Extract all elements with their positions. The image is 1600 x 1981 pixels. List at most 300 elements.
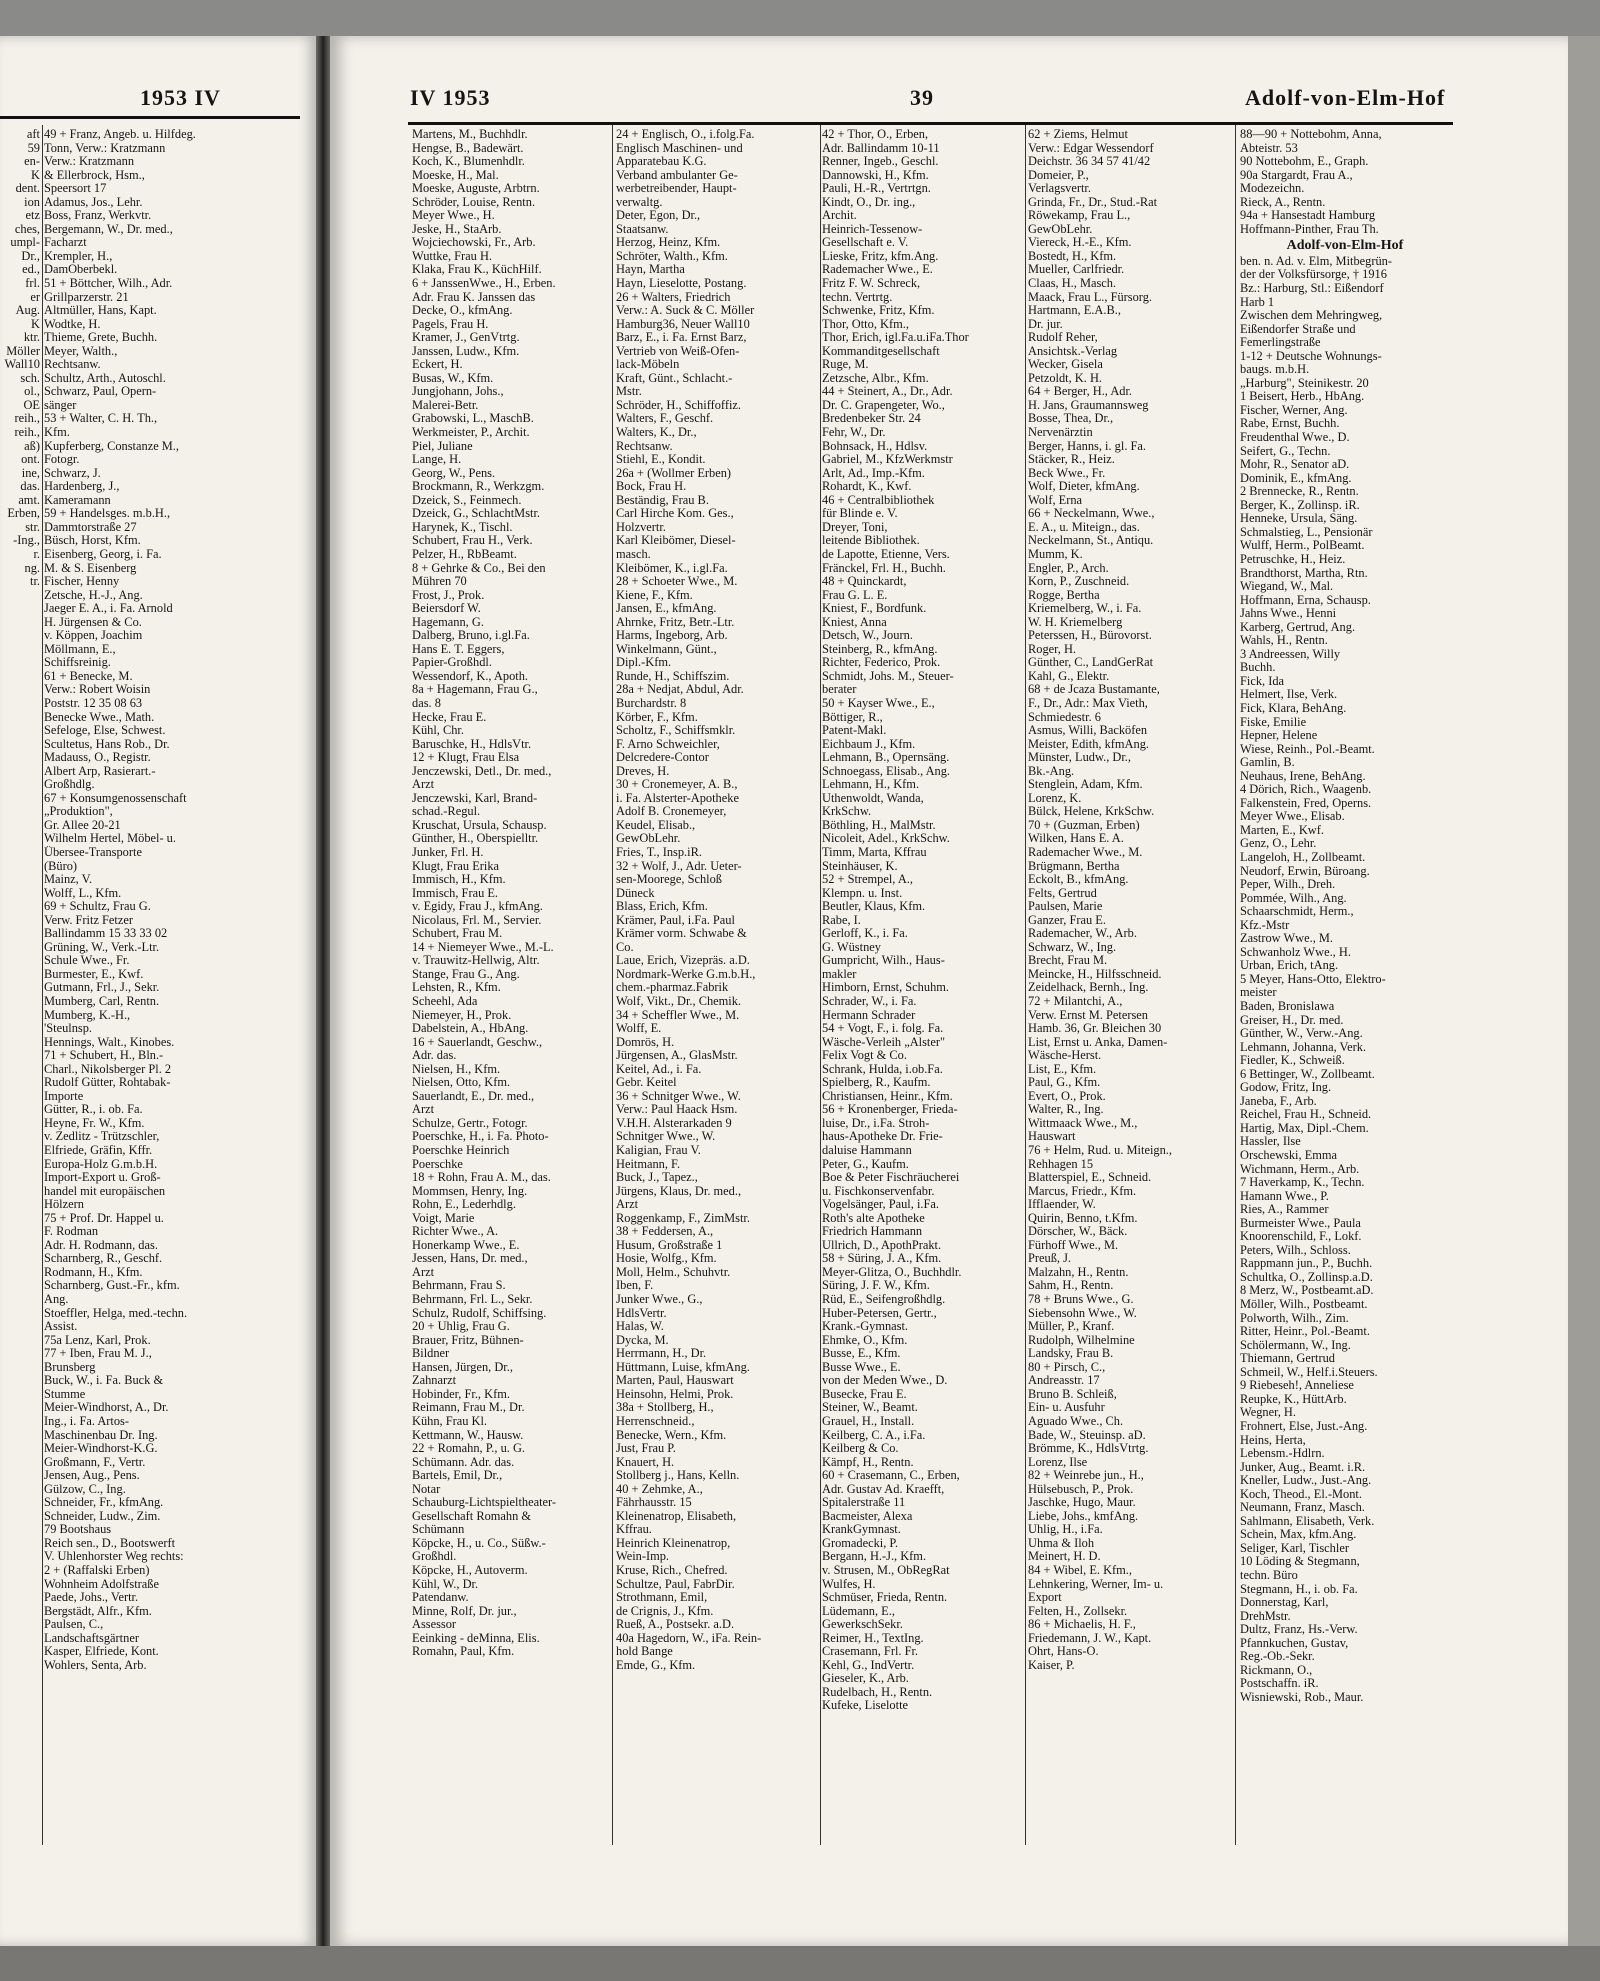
directory-entry-line: 88—90 + Nottebohm, Anna, <box>1240 128 1382 141</box>
directory-entry-line: Schulz, Rudolf, Schiffsing. <box>412 1306 547 1320</box>
directory-entry-line: Bergemann, W., Dr. med., <box>44 222 173 236</box>
directory-entry-line: Günther, C., LandGerRat <box>1028 656 1154 670</box>
directory-entry-line: Kfm. <box>44 426 70 440</box>
directory-entry-line: Thor, Erich, igl.Fa.u.iFa.Thor <box>822 331 969 345</box>
directory-entry-line: Georg, W., Pens. <box>412 466 496 480</box>
directory-entry-line: Mumm, K. <box>1028 547 1083 561</box>
directory-entry-line: Friedemann, J. W., Kapt. <box>1028 1631 1152 1645</box>
directory-entry-line: sänger <box>44 398 77 412</box>
directory-entry-line: 90 Nottebohm, E., Graph. <box>1240 155 1369 169</box>
margin-fragment: Dr., <box>21 249 40 263</box>
directory-entry-line: Reichel, Frau H., Schneid. <box>1240 1108 1372 1122</box>
margin-fragment: ol., <box>24 385 40 399</box>
directory-entry-line: Wahls, H., Rentn. <box>1240 634 1328 648</box>
directory-entry-line: Dultz, Franz, Hs.-Verw. <box>1240 1623 1358 1637</box>
directory-entry-line: 9 Riebeseh!, Anneliese <box>1240 1379 1354 1393</box>
directory-entry-line: Buck, W., i. Fa. Buck & <box>44 1374 164 1388</box>
directory-entry-line: Wulff, Herm., PolBeamt. <box>1240 539 1365 553</box>
directory-entry-line: Gutmann, Frl., J., Sekr. <box>44 981 160 995</box>
directory-entry-line: Kraft, Günt., Schlacht.- <box>616 371 733 385</box>
directory-entry-line: Rappmann jun., P., Buchh. <box>1240 1257 1373 1271</box>
margin-fragment: aft <box>26 128 40 141</box>
directory-entry-line: ben. n. Ad. v. Elm, Mitbegrün- <box>1240 254 1392 268</box>
directory-entry-line: Dr. jur. <box>1028 317 1063 331</box>
directory-entry-line: Fotogr. <box>44 453 80 467</box>
directory-entry-line: Marten, E., Kwf. <box>1240 823 1324 837</box>
directory-entry-line: Meyer Wwe., Elisab. <box>1240 810 1345 824</box>
directory-entry-line: Hermann Schrader <box>822 1008 916 1022</box>
directory-entry-line: Kaiser, P. <box>1028 1658 1075 1672</box>
directory-entry-line: Ansichtsk.-Verlag <box>1028 344 1118 358</box>
directory-entry-line: Gr. Allee 20-21 <box>44 818 121 832</box>
directory-entry-line: Importe <box>44 1089 84 1103</box>
directory-entry-line: Jürgens, Klaus, Dr. med., <box>616 1184 742 1198</box>
directory-entry-line: Mainz, V. <box>44 873 93 887</box>
directory-entry-line: Stenglein, Adam, Kfm. <box>1028 778 1143 792</box>
directory-entry-line: 86 + Michaelis, H. F., <box>1028 1618 1136 1632</box>
directory-entry-line: Nielsen, Otto, Kfm. <box>412 1076 511 1090</box>
directory-entry-line: Adr. H. Rodmann, das. <box>44 1238 158 1252</box>
directory-entry-line: Holzvertr. <box>616 520 666 534</box>
directory-entry-line: 46 + Centralbibliothek <box>822 493 935 507</box>
directory-entry-line: Neuhaus, Irene, BehAng. <box>1240 769 1366 783</box>
margin-fragment: OE <box>23 398 40 412</box>
directory-entry-line: Lebensm.-Hdlrn. <box>1240 1447 1325 1461</box>
directory-entry-line: Richter Wwe., A. <box>412 1225 499 1239</box>
column-divider <box>612 125 613 1845</box>
directory-entry-line: Herrenschneid., <box>616 1414 695 1428</box>
directory-entry-line: Sahlmann, Elisabeth, Verk. <box>1240 1514 1375 1528</box>
directory-entry-line: Mommsen, Henry, Ing. <box>412 1184 528 1198</box>
directory-entry-line: Paulsen, C., <box>44 1618 104 1632</box>
directory-entry-line: v. Egidy, Frau J., kfmAng. <box>412 900 543 914</box>
directory-entry-line: V.H.H. Alsterarkaden 9 <box>616 1116 732 1130</box>
directory-entry-line: Eckolt, B., kfmAng. <box>1028 873 1129 887</box>
directory-entry-line: Assist. <box>44 1320 78 1334</box>
directory-entry-line: Rudelbach, H., Rentn. <box>822 1685 933 1699</box>
directory-entry-line: Polworth, Wilh., Zim. <box>1240 1311 1349 1325</box>
directory-entry-line: Brauer, Fritz, Bühnen- <box>412 1333 524 1347</box>
directory-entry-line: 36 + Schnitger Wwe., W. <box>616 1089 741 1103</box>
directory-entry-line: Voigt, Marie <box>412 1211 475 1225</box>
directory-entry-line: Hüttmann, Luise, kfmAng. <box>616 1360 750 1374</box>
directory-entry-line: Schwarz, Paul, Opern- <box>44 385 157 399</box>
directory-entry-line: Meyer Wwe., H. <box>412 209 495 223</box>
directory-entry-line: Baden, Bronislawa <box>1240 1000 1335 1013</box>
directory-entry-line: Domeier, P., <box>1028 168 1089 182</box>
directory-entry-line: 68 + de Jcaza Bustamante, <box>1028 683 1160 697</box>
directory-entry-line: Schmiedestr. 6 <box>1028 710 1101 724</box>
directory-entry-line: Steinhäuser, K. <box>822 859 898 873</box>
directory-column-1 <box>412 128 612 1848</box>
directory-entry-line: Stegmann, H., i. ob. Fa. <box>1240 1582 1358 1596</box>
directory-entry-line: Gütter, R., i. ob. Fa. <box>44 1103 143 1117</box>
directory-entry-line: Fick, Ida <box>1240 674 1285 688</box>
directory-entry-line: Bergann, H.-J., Kfm. <box>822 1550 927 1564</box>
directory-entry-line: Neckelmann, St., Antiqu. <box>1028 534 1154 548</box>
directory-entry-line: Kruschat, Ursula, Schausp. <box>412 818 547 832</box>
directory-entry-line: Jenczewski, Detl., Dr. med., <box>412 764 552 778</box>
directory-entry-line: Gamlin, B. <box>1240 756 1295 770</box>
directory-entry-line: Kruse, Rich., Chefred. <box>616 1563 728 1577</box>
directory-entry-line: Verw.: Edgar Wessendorf <box>1028 141 1154 155</box>
directory-entry-line: 64 + Berger, H., Adr. <box>1028 385 1132 399</box>
directory-entry-line: Bacmeister, Alexa <box>822 1509 913 1523</box>
directory-entry-line: Patent-Makl. <box>822 724 887 738</box>
directory-entry-line: Hosie, Wolfg., Kfm. <box>616 1252 717 1266</box>
directory-entry-line: meister <box>1240 986 1277 1000</box>
directory-entry-line: Burmester, E., Kwf. <box>44 967 144 981</box>
directory-entry-line: 26a + (Wollmer Erben) <box>616 466 732 480</box>
directory-entry-line: Malzahn, H., Rentn. <box>1028 1265 1129 1279</box>
directory-entry-line: Wilken, Hans E. A. <box>1028 832 1124 846</box>
directory-entry-line: Poerschke Heinrich <box>412 1144 510 1158</box>
directory-entry-line: Wohlers, Senta, Arb. <box>44 1658 147 1672</box>
directory-entry-line: Bock, Frau H. <box>616 480 687 494</box>
directory-entry-line: Hansen, Jürgen, Dr., <box>412 1360 513 1374</box>
directory-entry-line: Spielberg, R., Kaufm. <box>822 1076 931 1090</box>
directory-entry-line: Schröder, Louise, Rentn. <box>412 195 536 209</box>
directory-entry-line: 5 Meyer, Hans-Otto, Elektro- <box>1240 972 1386 986</box>
directory-entry-line: Böttiger, R., <box>822 710 883 724</box>
directory-entry-line: Bohnsack, H., Hdlsv. <box>822 439 928 453</box>
directory-entry-line: Fritz F. W. Schreck, <box>822 277 921 291</box>
directory-entry-line: Fiedler, K., Schweiß. <box>1240 1054 1345 1068</box>
directory-column-2 <box>616 128 818 1848</box>
directory-entry-line: Buck, J., Tapez., <box>616 1171 698 1185</box>
directory-entry-line: Berger, K., Zollinsp. iR. <box>1240 498 1360 512</box>
directory-entry-line: Hayn, Lieselotte, Postang. <box>616 277 747 291</box>
directory-entry-line: Bredenbeker Str. 24 <box>822 412 921 426</box>
directory-entry-line: Urban, Erich, tAng. <box>1240 959 1339 973</box>
directory-entry-line: 78 + Bruns Wwe., G. <box>1028 1293 1134 1307</box>
margin-fragment: ine, <box>21 466 40 480</box>
directory-entry-line: Greiser, H., Dr. med. <box>1240 1013 1344 1027</box>
directory-entry-line: Adr. das. <box>412 1049 457 1063</box>
directory-entry-line: Hoffmann-Pinther, Frau Th. <box>1240 222 1379 236</box>
directory-entry-line: 82 + Weinrebe jun., H., <box>1028 1469 1144 1483</box>
directory-entry-line: Madauss, O., Registr. <box>44 751 151 765</box>
directory-entry-line: Meyer, Walth., <box>44 344 118 358</box>
directory-entry-line: Verw. Ernst M. Petersen <box>1028 1008 1148 1022</box>
directory-entry-line: Wojciechowski, Fr., Arb. <box>412 236 536 250</box>
directory-entry-line: Bz.: Harburg, Stl.: Eißendorf <box>1240 282 1384 296</box>
directory-entry-line: 6 Bettinger, W., Zollbeamt. <box>1240 1067 1375 1081</box>
margin-fragment: ches, <box>14 222 40 236</box>
directory-entry-line: 77 + Iben, Frau M. J., <box>44 1347 152 1361</box>
directory-entry-line: Hardenberg, J., <box>44 480 120 494</box>
directory-entry-line: Scultetus, Hans Rob., Dr. <box>44 737 170 751</box>
directory-entry-line: 22 + Romahn, P., u. G. <box>412 1442 526 1456</box>
directory-entry-line: Schröder, H., Schiffoffiz. <box>616 398 741 412</box>
directory-entry-line: Europa-Holz G.m.b.H. <box>44 1157 158 1171</box>
directory-entry-line: Grillparzerstr. 21 <box>44 290 129 304</box>
margin-fragment: reih., <box>14 412 40 426</box>
column-divider <box>42 125 43 1845</box>
directory-entry-line: Rademacher Wwe., E. <box>822 263 933 277</box>
margin-fragment: aß) <box>24 439 40 453</box>
directory-entry-line: Schröter, Walth., Kfm. <box>616 249 728 263</box>
directory-entry-line: 79 Bootshaus <box>44 1523 112 1537</box>
directory-entry-line: Gebr. Keitel <box>616 1076 677 1090</box>
directory-entry-line: Schwanholz Wwe., H. <box>1240 945 1351 959</box>
directory-entry-line: Kniest, Anna <box>822 615 887 629</box>
directory-entry-line: Röwekamp, Frau L., <box>1028 209 1131 223</box>
directory-entry-line: Bosse, Thea, Dr., <box>1028 412 1114 426</box>
directory-entry-line: Burmeister Wwe., Paula <box>1240 1216 1361 1230</box>
directory-entry-line: Kühl, Chr. <box>412 724 464 738</box>
directory-entry-line: Neudorf, Erwin, Büroang. <box>1240 864 1370 878</box>
directory-entry-line: Frost, J., Prok. <box>412 588 485 602</box>
directory-entry-line: v. Strusen, M., ObRegRat <box>822 1563 950 1577</box>
directory-entry-line: Korn, P., Zuschneid. <box>1028 575 1130 589</box>
directory-entry-line: Schümann <box>412 1523 465 1537</box>
directory-entry-line: Koch, Theod., El.-Mont. <box>1240 1487 1362 1501</box>
directory-entry-line: Meister, Edith, kfmAng. <box>1028 737 1149 751</box>
margin-fragment: umpl- <box>10 236 40 250</box>
directory-entry-line: Walters, F., Geschf. <box>616 412 714 426</box>
directory-entry-line: Arzt <box>616 1198 639 1212</box>
directory-entry-line: Nicoleit, Adel., KrkSchw. <box>822 832 950 846</box>
directory-entry-line: masch. <box>616 547 651 561</box>
directory-entry-line: Fiske, Emilie <box>1240 715 1307 729</box>
margin-fragment: ont. <box>21 453 40 467</box>
directory-entry-line: Keilberg & Co. <box>822 1442 899 1456</box>
directory-entry-line: Rabe, Ernst, Buchh. <box>1240 417 1340 431</box>
directory-entry-line: Uthenwoldt, Wanda, <box>822 791 924 805</box>
directory-entry-line: Fick, Klara, BehAng. <box>1240 701 1347 715</box>
directory-entry-line: Lüdemann, E., <box>822 1604 895 1618</box>
directory-entry-line: Brömme, K., HdlsVtrtg. <box>1028 1442 1149 1456</box>
directory-entry-line: Pelzer, H., RbBeamt. <box>412 547 517 561</box>
directory-column-3 <box>822 128 1022 1848</box>
directory-entry-line: Hamb. 36, Gr. Bleichen 30 <box>1028 1022 1162 1036</box>
column-divider <box>1025 125 1026 1845</box>
directory-entry-line: Facharzt <box>44 236 87 250</box>
directory-entry-line: Wäsche-Herst. <box>1028 1049 1102 1063</box>
directory-entry-line: Honerkamp Wwe., E. <box>412 1238 520 1252</box>
directory-entry-line: Brecht, Frau M. <box>1028 954 1108 968</box>
directory-entry-line: Apparatebau K.G. <box>616 155 707 169</box>
directory-entry-line: Huber-Petersen, Gertr., <box>822 1306 937 1320</box>
directory-entry-line: Janssen, Ludw., Kfm. <box>412 344 520 358</box>
directory-entry-line: 4 Dörich, Rich., Waagenb. <box>1240 783 1372 797</box>
directory-entry-line: Bartels, Emil, Dr., <box>412 1469 503 1483</box>
directory-entry-line: Hepner, Helene <box>1240 729 1318 743</box>
directory-entry-line: 30 + Cronemeyer, A. B., <box>616 778 738 792</box>
directory-entry-line: Elfriede, Gräfin, Kffr. <box>44 1144 153 1158</box>
directory-entry-line: Christiansen, Heinr., Kfm. <box>822 1089 953 1103</box>
directory-entry-line: Kfz.-Mstr <box>1240 918 1290 932</box>
directory-entry-line: Zwischen dem Mehringweg, <box>1240 309 1383 323</box>
directory-entry-line: DrehMstr. <box>1240 1609 1291 1623</box>
directory-entry-line: Arzt <box>412 778 435 792</box>
directory-entry-line: berater <box>822 683 857 697</box>
directory-entry-line: Hecke, Frau E. <box>412 710 487 724</box>
directory-entry-line: Jansen, E., kfmAng. <box>616 602 717 616</box>
margin-fragment: Aug. <box>15 304 40 318</box>
directory-entry-line: Minne, Rolf, Dr. jur., <box>412 1604 517 1618</box>
directory-entry-line: F. Arno Schweichler, <box>616 737 720 751</box>
directory-entry-line: Ullrich, D., ApothPrakt. <box>822 1238 942 1252</box>
directory-entry-line: 8a + Hagemann, Frau G., <box>412 683 538 697</box>
directory-entry-line: Müller, P., Kranf. <box>1028 1320 1115 1334</box>
directory-entry-line: Dannowski, H., Kfm. <box>822 168 929 182</box>
directory-entry-line: 52 + Strempel, A., <box>822 873 913 887</box>
directory-entry-line: Schule Wwe., Fr. <box>44 954 130 968</box>
directory-entry-line: Adr. Frau K. Janssen das <box>412 290 536 304</box>
directory-entry-line: 28a + Nedjat, Abdul, Adr. <box>616 683 744 697</box>
directory-entry-line: 12 + Klugt, Frau Elsa <box>412 751 520 765</box>
directory-entry-line: Quirin, Benno, t.Kfm. <box>1028 1211 1138 1225</box>
directory-entry-line: 32 + Wolf, J., Adr. Ueter- <box>616 859 742 873</box>
directory-entry-line: List, Ernst u. Anka, Damen- <box>1028 1035 1168 1049</box>
directory-entry-line: makler <box>822 967 857 981</box>
directory-entry-line: Felts, Gertrud <box>1028 886 1097 900</box>
directory-entry-line: Lieske, Fritz, kfm.Ang. <box>822 249 939 263</box>
directory-entry-line: Moll, Helm., Schuhvtr. <box>616 1265 731 1279</box>
directory-entry-line: Schneider, Fr., kfmAng. <box>44 1496 164 1510</box>
directory-entry-line: Wohnheim Adolfstraße <box>44 1577 159 1591</box>
directory-entry-line: DamOberbekl. <box>44 263 118 277</box>
left-header-rule <box>0 116 300 119</box>
directory-entry-line: Reg.-Ob.-Sekr. <box>1240 1650 1315 1664</box>
margin-fragment: ng. <box>24 561 40 575</box>
directory-entry-line: Englisch Maschinen- und <box>616 141 743 155</box>
margin-fragment: dent. <box>15 182 40 196</box>
directory-entry-line: Schultka, O., Zollinsp.a.D. <box>1240 1270 1373 1284</box>
directory-entry-line: Sahm, H., Rentn. <box>1028 1279 1114 1293</box>
margin-fragment: tr. <box>30 575 40 589</box>
directory-entry-line: 1 Beisert, Herb., HbAng. <box>1240 390 1365 404</box>
directory-entry-line: Kämpf, H., Rentn. <box>822 1455 914 1469</box>
directory-entry-line: Freudenthal Wwe., D. <box>1240 431 1350 445</box>
directory-entry-line: Helmert, Ilse, Verk. <box>1240 688 1338 702</box>
margin-fragment: K <box>31 317 40 331</box>
directory-entry-line: Werkmeister, P., Archit. <box>412 426 530 440</box>
left-page-column <box>44 128 249 1848</box>
directory-entry-line: 42 + Thor, O., Erben, <box>822 128 929 141</box>
directory-entry-line: Rabe, I. <box>822 913 861 927</box>
directory-entry-line: Assessor <box>412 1618 457 1632</box>
directory-entry-line: Arlt, Ad., Imp.-Kfm. <box>822 466 925 480</box>
directory-entry-line: Ehmke, O., Kfm. <box>822 1333 908 1347</box>
directory-entry-line: 56 + Kronenberger, Frieda- <box>822 1103 958 1117</box>
directory-entry-line: Wessendorf, K., Apoth. <box>412 669 529 683</box>
directory-entry-line: Rechtsanw. <box>616 439 673 453</box>
directory-entry-line: V. Uhlenhorster Weg rechts: <box>44 1550 184 1564</box>
directory-entry-line: Stange, Frau G., Ang. <box>412 967 520 981</box>
directory-entry-line: Rudolf Gütter, Rohtabak- <box>44 1076 171 1090</box>
directory-entry-line: Seliger, Karl, Tischler <box>1240 1541 1349 1555</box>
directory-entry-line: schad.-Regul. <box>412 805 481 819</box>
directory-entry-line: Vogelsänger, Paul, i.Fa. <box>822 1198 939 1212</box>
directory-entry-line: Schmidt, Johs. M., Steuer- <box>822 669 954 683</box>
directory-entry-line: Lorenz, Ilse <box>1028 1455 1088 1469</box>
directory-entry-line: Lorenz, K. <box>1028 791 1082 805</box>
directory-entry-line: Detsch, W., Journ. <box>822 629 913 643</box>
directory-entry-line: Kindt, O., Dr. ing., <box>822 195 916 209</box>
directory-entry-line: Paede, Johs., Vertr. <box>44 1591 139 1605</box>
directory-entry-line: Rademacher Wwe., M. <box>1028 845 1143 859</box>
directory-entry-line: Ing., i. Fa. Artos- <box>44 1414 130 1428</box>
margin-fragment: ion <box>24 195 40 209</box>
directory-entry-line: Grabowski, L., MaschB. <box>412 412 534 426</box>
directory-entry-line: Kleinenatrop, Elisabeth, <box>616 1509 737 1523</box>
directory-entry-line: 60 + Crasemann, C., Erben, <box>822 1469 960 1483</box>
directory-entry-line: Rechtsanw. <box>44 358 101 372</box>
directory-entry-line: Aguado Wwe., Ch. <box>1028 1414 1124 1428</box>
directory-entry-line: Schubert, Frau H., Verk. <box>412 534 533 548</box>
directory-entry-line: 26 + Walters, Friedrich <box>616 290 731 304</box>
directory-entry-line: Meincke, H., Hilfsschneid. <box>1028 967 1162 981</box>
directory-entry-line: Wilhelm Hertel, Möbel- u. <box>44 832 176 846</box>
directory-entry-line: Wecker, Gisela <box>1028 358 1103 372</box>
directory-entry-line: Brügmann, Bertha <box>1028 859 1120 873</box>
directory-entry-line: Altmüller, Hans, Kapt. <box>44 304 157 318</box>
directory-entry-line: Boss, Franz, Werkvtr. <box>44 209 152 223</box>
directory-entry-line: Schrader, W., i. Fa. <box>822 995 917 1008</box>
directory-entry-line: Gieseler, K., Arb. <box>822 1672 909 1686</box>
directory-entry-line: Dzeick, G., SchlachtMstr. <box>412 507 541 521</box>
directory-entry-line: 7 Haverkamp, K., Techn. <box>1240 1176 1365 1190</box>
directory-entry-line: Harynek, K., Tischl. <box>412 520 513 534</box>
directory-entry-line: Fries, T., Insp.iR. <box>616 845 702 859</box>
directory-entry-line: 84 + Wibel, E. Kfm., <box>1028 1563 1132 1577</box>
directory-entry-line: Kneller, Ludw., Just.-Ang. <box>1240 1474 1372 1488</box>
directory-entry-line: Vertrieb von Weiß-Ofen- <box>616 344 740 358</box>
directory-entry-line: 49 + Franz, Angeb. u. Hilfdeg. <box>44 128 196 141</box>
directory-entry-line: 3 Andreessen, Willy <box>1240 647 1341 661</box>
directory-entry-line: Bade, W., Steuinsp. aD. <box>1028 1428 1146 1442</box>
directory-entry-line: Wegner, H. <box>1240 1406 1296 1420</box>
directory-entry-line: Köpcke, H., Autoverm. <box>412 1563 528 1577</box>
directory-entry-line: Mühren 70 <box>412 575 467 589</box>
directory-entry-line: Busse, E., Kfm. <box>822 1347 901 1361</box>
directory-entry-line: Grauel, H., Install. <box>822 1414 915 1428</box>
directory-entry-line: Beutler, Klaus, Kfm. <box>822 900 926 914</box>
directory-entry-line: Adamus, Jos., Lehr. <box>44 195 143 209</box>
directory-entry-line: Preuß, J. <box>1028 1252 1072 1266</box>
directory-entry-line: H. Jans, Graumannsweg <box>1028 398 1149 412</box>
directory-entry-line: haus-Apotheke Dr. Frie- <box>822 1130 943 1144</box>
directory-entry-line: Fehr, W., Dr. <box>822 426 886 440</box>
directory-entry-line: Klempn. u. Inst. <box>822 886 903 900</box>
directory-entry-line: 34 + Scheffler Wwe., M. <box>616 1008 740 1022</box>
directory-entry-line: Dipl.-Kfm. <box>616 656 672 670</box>
directory-entry-line: Schwarz, J. <box>44 466 101 480</box>
directory-entry-line: Grinda, Fr., Dr., Stud.-Rat <box>1028 195 1158 209</box>
directory-entry-line: Klugt, Frau Erika <box>412 859 500 873</box>
directory-entry-line: daluise Hammann <box>822 1144 912 1158</box>
right-header-rule <box>408 122 1453 125</box>
directory-entry-line: Zeidelhack, Bernh., Ing. <box>1028 981 1149 995</box>
directory-entry-line: Mstr. <box>616 385 642 399</box>
directory-entry-line: Asmus, Willi, Backöfen <box>1028 724 1148 738</box>
directory-entry-line: Carl Hirche Kom. Ges., <box>616 507 734 521</box>
directory-entry-line: Dabelstein, A., HbAng. <box>412 1022 529 1036</box>
margin-fragment: amt. <box>18 493 40 507</box>
directory-entry-line: 62 + Ziems, Helmut <box>1028 128 1128 141</box>
directory-entry-line: Ang. <box>44 1293 69 1307</box>
directory-entry-line: Petzoldt, K. H. <box>1028 371 1102 385</box>
directory-entry-line: Import-Export u. Groß- <box>44 1171 161 1185</box>
directory-entry-line: & Ellerbrock, Hsm., <box>44 168 145 182</box>
directory-entry-line: Krempler, H., <box>44 249 113 263</box>
margin-fragment: Möller <box>6 344 40 358</box>
directory-entry-line: Uhlig, H., i.Fa. <box>1028 1523 1103 1537</box>
directory-column-5 <box>1240 128 1450 1848</box>
